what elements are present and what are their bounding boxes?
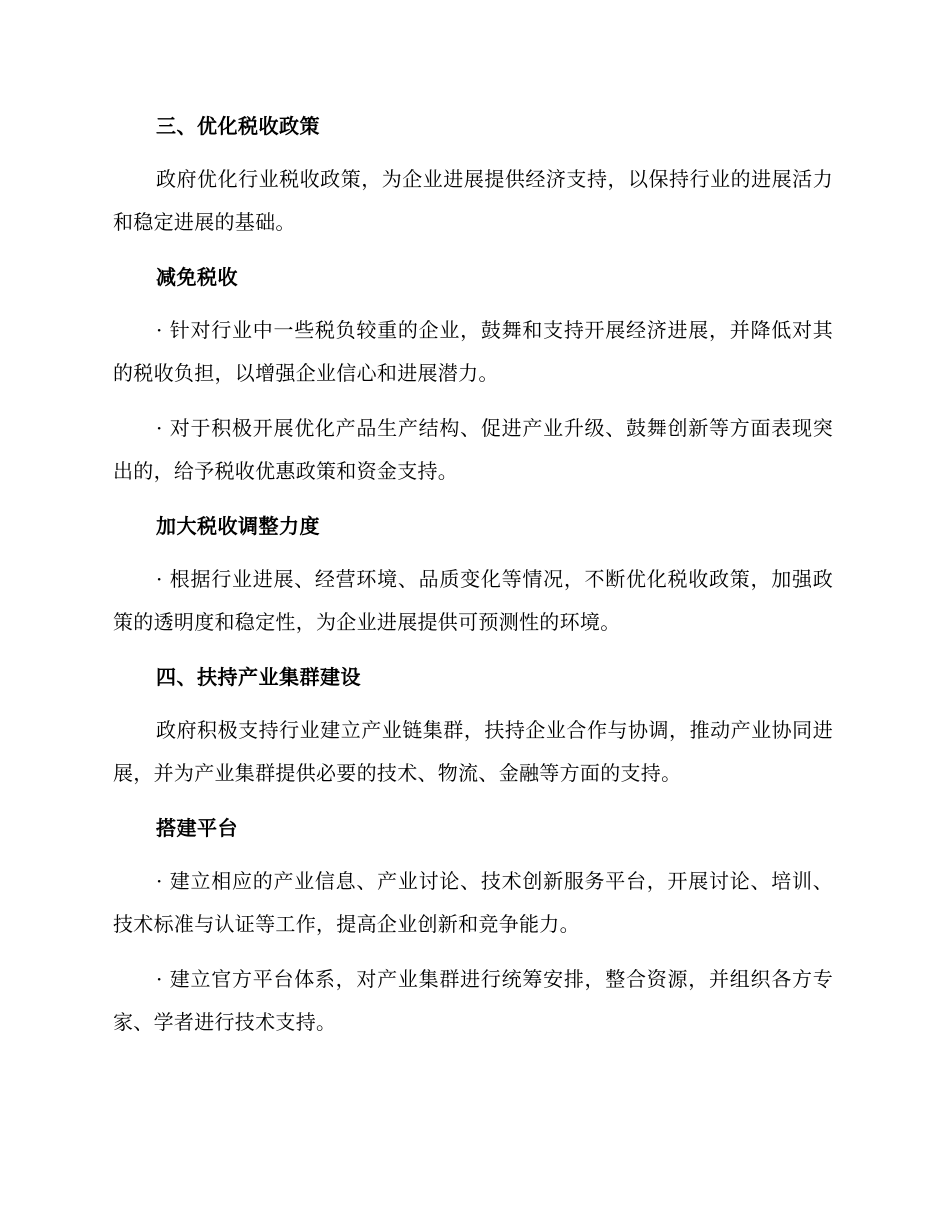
paragraph-tax-policy-intro: 政府优化行业税收政策，为企业进展提供经济支持，以保持行业的进展活力和稳定进展的基础。 <box>113 167 833 234</box>
paragraph-industry-cluster-intro: 政府积极支持行业建立产业链集群，扶持企业合作与协调，推动产业协同进展，并为产业集群提供必要的技术、物流、金融等方面的支持。 <box>113 718 833 785</box>
paragraph-build-platform-2: · 建立官方平台体系，对产业集群进行统筹安排，整合资源，并组织各方专家、学者进行技术支持。 <box>113 967 833 1034</box>
section-heading-industry-cluster: 四、扶持产业集群建设 <box>156 665 361 689</box>
paragraph-tax-reduction-1: · 针对行业中一些税负较重的企业，鼓舞和支持开展经济进展，并降低对其的税收负担，以增强企业信心和进展潜力。 <box>113 318 833 385</box>
paragraph-build-platform-1: · 建立相应的产业信息、产业讨论、技术创新服务平台，开展讨论、培训、技术标准与认证等工作，提高企业创新和竞争能力。 <box>113 869 833 936</box>
subheading-tax-reduction: 减免税收 <box>156 265 238 289</box>
document-body <box>113 105 833 1044</box>
paragraph-tax-reduction-2: · 对于积极开展优化产品生产结构、促进产业升级、鼓舞创新等方面表现突出的，给予税收优惠政策和资金支持。 <box>113 416 833 483</box>
section-heading-tax-policy: 三、优化税收政策 <box>156 114 320 138</box>
paragraph-tax-adjustment-1: · 根据行业进展、经营环境、品质变化等情况，不断优化税收政策，加强政策的透明度和稳定性，为企业进展提供可预测性的环境。 <box>113 567 833 634</box>
subheading-tax-adjustment: 加大税收调整力度 <box>156 514 320 538</box>
subheading-build-platform: 搭建平台 <box>156 816 238 840</box>
